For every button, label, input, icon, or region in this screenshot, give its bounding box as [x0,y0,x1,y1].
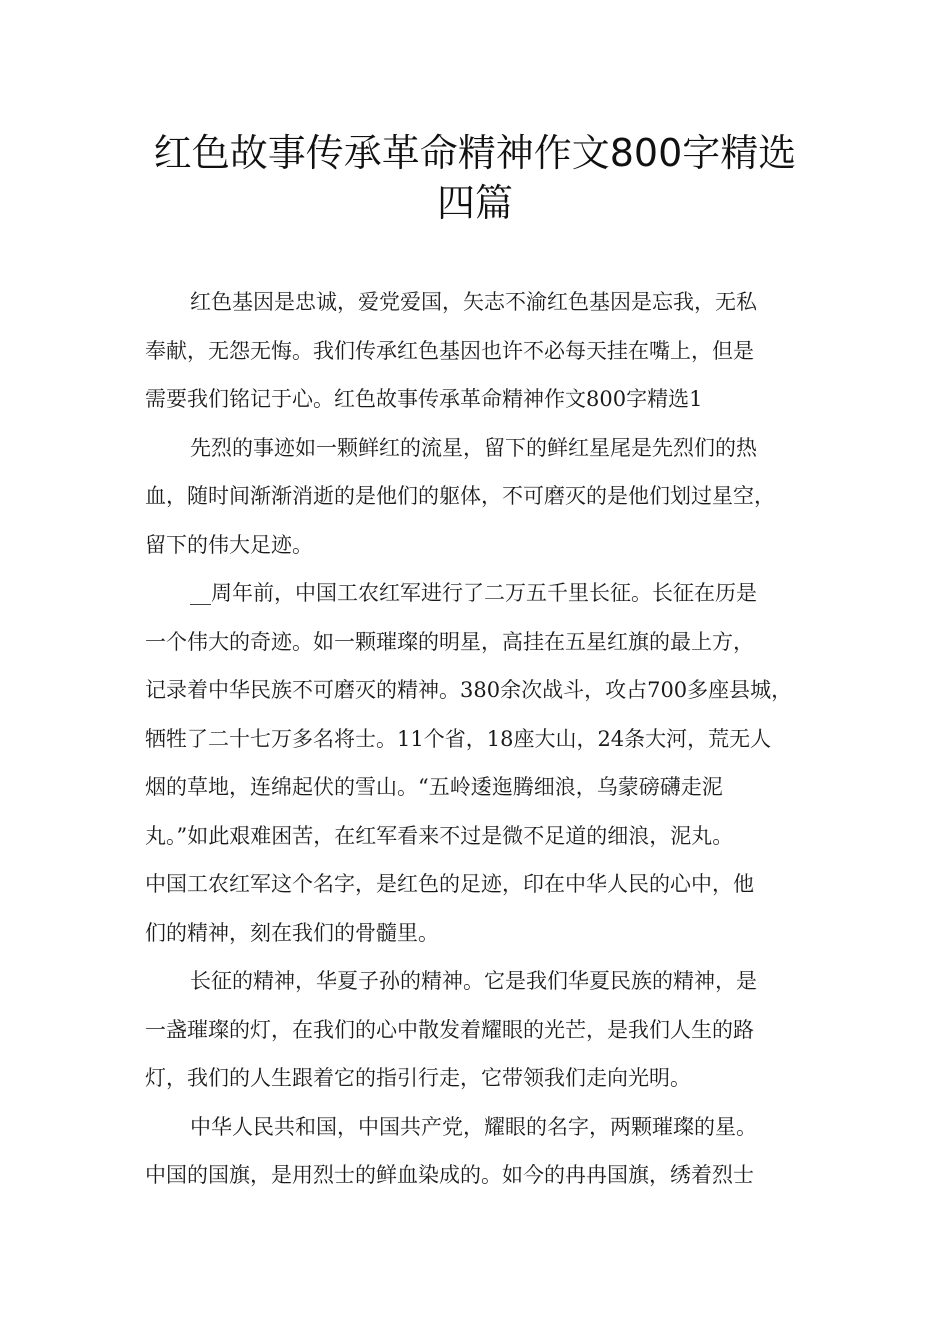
paragraph-line: 中国工农红军这个名字，是红色的足迹，印在中华人民的心中，他 [145,872,754,896]
paragraph-line: 红色基因是忠诚，爱党爱国，矢志不渝红色基因是忘我，无私 [190,290,757,314]
paragraph-line: 们的精神，刻在我们的骨髓里。 [145,920,439,945]
document-title [140,128,810,228]
paragraph-line: 留下的伟大足迹。 [145,532,313,557]
paragraph-5 [145,1103,820,1200]
paragraph-1 [145,278,820,424]
paragraph-line: 奉献，无怨无悔。我们传承红色基因也许不必每天挂在嘴上，但是 [145,338,754,363]
paragraph-4 [145,957,820,1103]
paragraph-line: 中华人民共和国，中国共产党，耀眼的名字，两颗璀璨的星。 [190,1114,757,1139]
title-line-2: 四篇 [436,181,513,225]
paragraph-line: 需要我们铭记于心。红色故事传承革命精神作文800字精选1 [145,387,703,411]
paragraph-line: 中国的国旗，是用烈士的鲜血染成的。如今的冉冉国旗，绣着烈士 [145,1163,754,1187]
paragraph-line: 血，随时间渐渐消逝的是他们的躯体，不可磨灭的是他们划过星空， [145,484,775,508]
paragraph-line: 丸。”如此艰难困苦，在红军看来不过是微不足道的细浪，泥丸。 [145,823,734,848]
title-line-1: 红色故事传承革命精神作文800字精选 [153,131,797,175]
paragraph-line: 先烈的事迹如一颗鲜红的流星，留下的鲜红星尾是先烈们的热 [190,435,757,460]
paragraph-line: 记录着中华民族不可磨灭的精神。380余次战斗，攻占700多座县城， [145,678,793,702]
paragraph-line: 灯，我们的人生跟着它的指引行走，它带领我们走向光明。 [145,1066,691,1090]
paragraph-3 [145,569,820,957]
paragraph-line: 一盏璀璨的灯，在我们的心中散发着耀眼的光芒，是我们人生的路 [145,1017,754,1042]
paragraph-line: 长征的精神，华夏子孙的精神。它是我们华夏民族的精神，是 [190,969,757,993]
paragraph-line: __周年前，中国工农红军进行了二万五千里长征。长征在历是 [190,581,757,605]
document-body [145,278,820,1200]
paragraph-line: 烟的草地，连绵起伏的雪山。“五岭逶迤腾细浪，乌蒙磅礴走泥 [145,775,723,799]
paragraph-2 [145,424,820,570]
paragraph-line: 牺牲了二十七万多名将士。11个省，18座大山，24条大河，荒无人 [145,726,772,751]
paragraph-line: 一个伟大的奇迹。如一颗璀璨的明星，高挂在五星红旗的最上方， [145,629,754,654]
